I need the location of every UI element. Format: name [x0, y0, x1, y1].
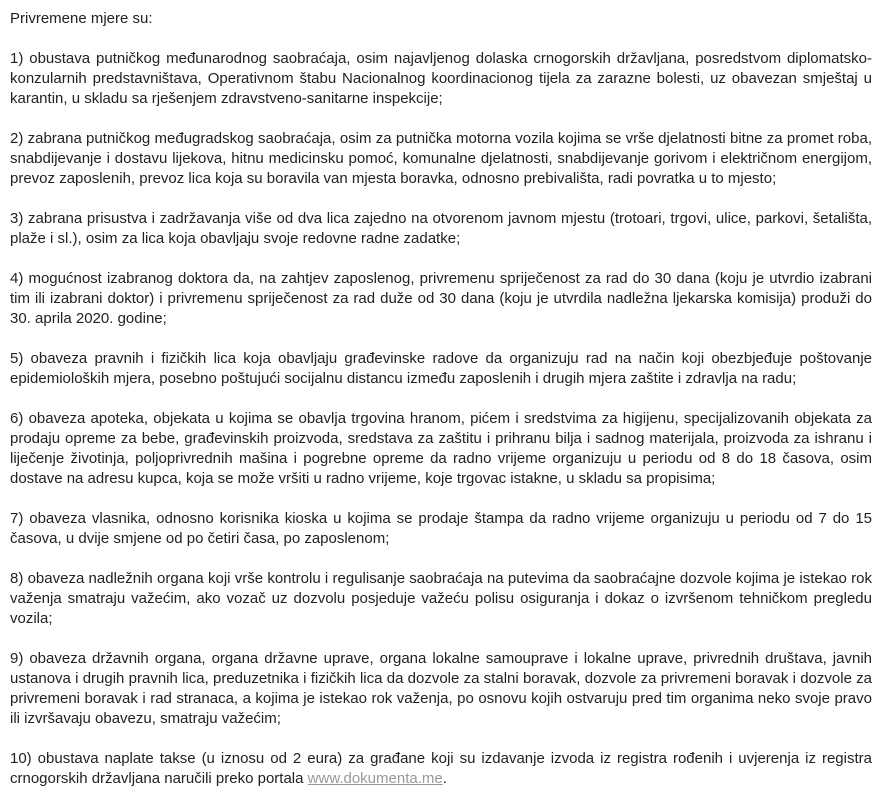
measure-item: 9) obaveza državnih organa, organa državne uprave, organa lokalne samouprave i lokalne uprave, privrednih društava, javnih ustanova i drugih pravnih lica, preduzetnika i fizičkih lica da dozvole za stalni boravak, dozvole za privremeni boravak i dozvole za privremeni boravak i rad stranaca, a kojima je istekao rok važenja, po osnovu kojih ostvaruju pred tim organima neko svoje pravo ili izvršavaju obavezu, smatraju važećim; [10, 650, 872, 727]
measure-item: 1) obustava putničkog međunarodnog saobraćaja, osim najavljenog dolaska crnogorskih državljana, posredstvom diplomatsko-konzularnih predstavništava, Operativnom štabu Nacionalnog koordinacionog tijela za zarazne bolesti, uz obavezan smještaj u karantin, u skladu sa rješenjem zdravstveno-sanitarne inspekcije; [10, 50, 872, 107]
measure-item: 6) obaveza apoteka, objekata u kojima se obavlja trgovina hranom, pićem i sredstvima za higijenu, specijalizovanih objekata za prodaju opreme za bebe, građevinskih proizvoda, sredstava za zaštitu i prihranu bilja i sadnog materijala, proizvoda za ishranu i liječenje životinja, poljoprivrednih mašina i pogrebne opreme da radno vrijeme organizuju u periodu od 8 do 18 časova, osim dostave na adresu kupca, koja se može vršiti u radno vrijeme, koje trgovac istakne, u skladu sa propisima; [10, 410, 872, 487]
measure-item: 4) mogućnost izabranog doktora da, na zahtjev zaposlenog, privremenu spriječenost za rad do 30 dana (koju je utvrdio izabrani tim ili izabrani doktor) i privremenu spriječenost za rad duže od 30 dana (koju je utvrdila nadležna ljekarska komisija) produži do 30. aprila 2020. godine; [10, 270, 872, 327]
measure-item: 8) obaveza nadležnih organa koji vrše kontrolu i regulisanje saobraćaja na putevima da saobraćajne dozvole kojima je istekao rok važenja smatraju važećim, ako vozač uz dozvolu posjeduje važeću polisu osiguranja i dokaz o izvršenom tehničkom pregledu vozila; [10, 570, 872, 627]
measure-item: 2) zabrana putničkog međugradskog saobraćaja, osim za putnička motorna vozila kojima se vrše djelatnosti bitne za promet roba, snabdijevanje i dostavu lijekova, hitnu medicinsku pomoć, komunalne djelatnosti, snabdijevanje gorivom i električnom energijom, prevoz zaposlenih, prevoz lica koja su boravila van mjesta boravka, odnosno prebivališta, radi povratka u to mjesto; [10, 130, 872, 187]
document-body [10, 9, 872, 789]
measure-item: 5) obaveza pravnih i fizičkih lica koja obavljaju građevinske radove da organizuju rad na način koji obezbjeđuje poštovanje epidemioloških mjera, posebno poštujući socijalnu distancu između zaposlenih i drugih mjera zaštite i zdravlja na radu; [10, 350, 872, 387]
intro-line: Privremene mjere su: [10, 10, 153, 27]
measure-last-text: 10) obustava naplate takse (u iznosu od 2 eura) za građane koji su izdavanje izvoda iz registra rođenih i uvjerenja iz registra crnogorskih državljana naručili preko portala [10, 750, 872, 787]
measure-item: 7) obaveza vlasnika, odnosno korisnika kioska u kojima se prodaje štampa da radno vrijeme organizuju u periodu od 7 do 15 časova, u dvije smjene od po četiri časa, po zaposlenom; [10, 510, 872, 547]
measure-item: 3) zabrana prisustva i zadržavanja više od dva lica zajedno na otvorenom javnom mjestu (trotoari, trgovi, ulice, parkovi, šetališta, plaže i sl.), osim za lica koja obavljaju svoje redovne radne zadatke; [10, 210, 872, 247]
measure-item-last [10, 749, 872, 789]
measure-last-suffix: . [442, 770, 447, 787]
measures-list [10, 49, 872, 789]
dokumenta-portal-link[interactable]: www.dokumenta.me [307, 770, 443, 787]
